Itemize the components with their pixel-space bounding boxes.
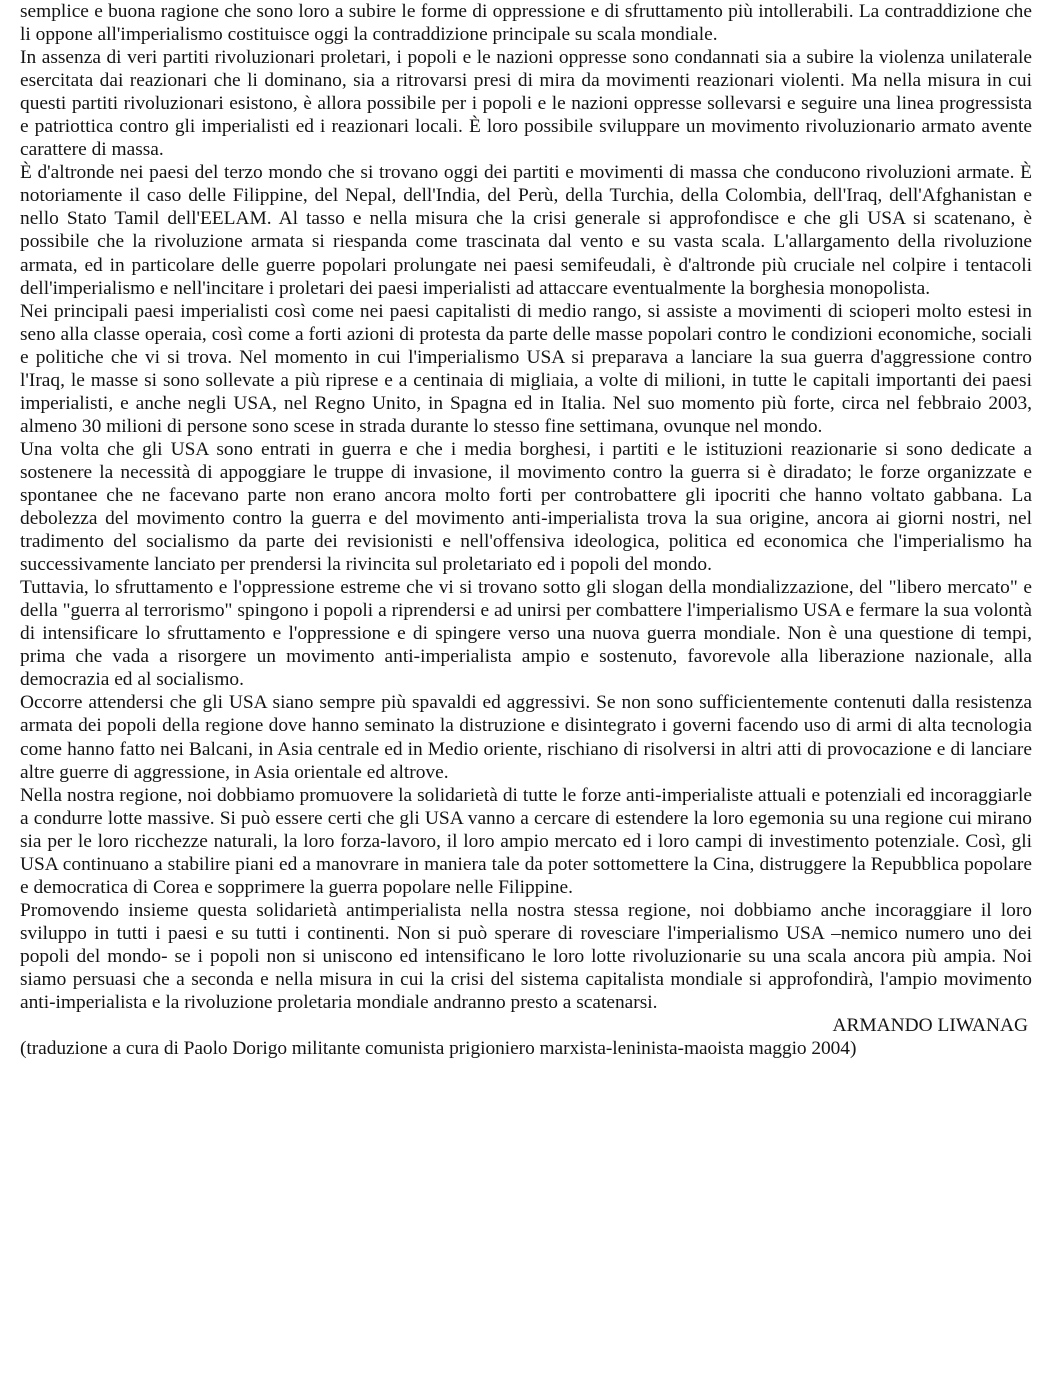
author-signature: ARMANDO LIWANAG (832, 1015, 1028, 1037)
paragraph-armed-revolutions: È d'altronde nei paesi del terzo mondo che si trovano oggi dei partiti e movimenti di massa che conducono rivoluzioni armate. È notoriamente il caso delle Filippine, del Nepal, dell'India, del Perù, della Turchia, della Colombia, dell'Iraq, dell'Afghanistan e nello Stato Tamil dell'EELAM. Al tasso e nella misura che la crisi generale si approfondisce e che gli USA si scatenano, è possibile che la rivoluzione armata si riespanda come trascinata dal vento e su vasta scala. L'allargamento della rivoluzione armata, ed in particolare delle guerre popolari prolungate nei paesi semifeudali, è d'altronde più cruciale nel colpire i tentacoli dell'imperialismo e nell'incitare i proletari dei paesi imperialisti ad attaccare eventualmente la borghesia monopolista. (20, 162, 1032, 299)
paragraph-imperialism-contradiction: semplice e buona ragione che sono loro a subire le forme di oppressione e di sfruttamento più intollerabili. La contraddizione che li oppone all'imperialismo costituisce oggi la contraddizione principale su scala mondiale. (20, 1, 1032, 46)
paragraph-regional-solidarity: Nella nostra regione, noi dobbiamo promuovere la solidarietà di tutte le forze anti-imperialiste attuali e potenziali ed incoraggiarle a condurre lotte massive. Si può essere certi che gli USA vanno a cercare di estendere la loro egemonia su una regione cui mirano sia per le loro ricchezze naturali, la loro forza-lavoro, il loro ampio mercato ed i loro campi di investimento potenziale. Così, gli USA continuano a stabilire piani ed a manovrare in maniera tale da poter sottomettere la Cina, distruggere la Repubblica popolare e democratica di Corea e sopprimere la guerra popolare nelle Filippine. (20, 784, 1032, 898)
document-page (20, 0, 1032, 1060)
paragraph-usa-aggression: Occorre attendersi che gli USA siano sempre più spavaldi ed aggressivi. Se non sono sufficientemente contenuti dalla resistenza armata dei popoli della regione dove hanno seminato la distruzione e disintegrato i governi facendo uso di armi di alta tecnologia come hanno fatto nei Balcani, in Asia centrale ed in Medio oriente, rischiano di risolversi in altri atti di provocazione e di lanciare altre guerre di aggressione, in Asia orientale ed altrove. (20, 692, 1032, 783)
paragraph-revolutionary-parties: In assenza di veri partiti rivoluzionari proletari, i popoli e le nazioni oppresse sono condannati sia a subire la violenza unilaterale esercitata dai reazionari che li dominano, sia a ritrovarsi presi di mira da movimenti reazionari violenti. Ma nella misura in cui questi partiti rivoluzionari esistono, è allora possibile per i popoli e le nazioni oppresse sollevarsi e seguire una linea progressista e patriottica contro gli imperialisti ed i reazionari locali. È loro possibile sviluppare un movimento rivoluzionario armato avente carattere di massa. (20, 47, 1032, 161)
paragraph-mass-movements: Nei principali paesi imperialisti così come nei paesi capitalisti di medio rango, si assiste a movimenti di scioperi molto estesi in seno alla classe operaia, così come a forti azioni di protesta da parte delle masse popolari contro le condizioni economiche, sociali e politiche che vi si trova. Nel momento in cui l'imperialismo USA si preparava a lanciare la sua guerra d'aggressione contro l'Iraq, le masse si sono sollevate a più riprese e a centinaia di migliaia, a volte di milioni, in tutte le capitali importanti dei paesi imperialisti, e anche negli USA, nel Regno Unito, in Spagna ed in Italia. Nel suo momento più forte, circa nel febbraio 2003, almeno 30 milioni di persone sono scese in strada durante lo stesso fine settimana, ovunque nel mondo. (20, 300, 1032, 437)
paragraph-global-struggle: Promovendo insieme questa solidarietà antimperialista nella nostra stessa regione, noi dobbiamo anche incoraggiare il loro sviluppo in tutti i paesi e su tutti i continenti. Non si può sperare di rovesciare l'imperialismo USA –nemico numero uno dei popoli del mondo- se i popoli non si uniscono ed intensificano le loro lotte rivoluzionarie su una scala ancora più ampia. Noi siamo persuasi che a seconda e nella misura in cui la crisi del sistema capitalista mondiale si approfondirà, l'ampio movimento anti-imperialista e la rivoluzione proletaria mondiale andranno presto a scatenarsi. (20, 899, 1032, 1014)
translator-note: (traduzione a cura di Paolo Dorigo militante comunista prigioniero marxista-leninista-maoista maggio 2004) (20, 1038, 857, 1060)
paragraph-antiwar-movement: Una volta che gli USA sono entrati in guerra e che i media borghesi, i partiti e le istituzioni reazionarie si sono dedicate a sostenere la necessità di appoggiare le truppe di invasione, il movimento contro la guerra si è diradato; le forze organizzate e spontanee che ne facevano parte non erano ancora molto forti per controbattere gli ipocriti che hanno voltato gabbana. La debolezza del movimento contro la guerra e del movimento anti-imperialista trova la sua origine, ancora ai giorni nostri, nel tradimento del socialismo da parte dei revisionisti e nell'offensiva ideologica, politica ed economica che l'imperialismo ha successivamente lanciato per prendersi la rivincita sul proletariato ed i popoli del mondo. (20, 438, 1032, 576)
paragraph-exploitation: Tuttavia, lo sfruttamento e l'oppressione estreme che vi si trovano sotto gli slogan della mondializzazione, del "libero mercato" e della "guerra al terrorismo" spingono i popoli a riprendersi e ad unirsi per combattere l'imperialismo USA e fermare la sua volontà di intensificare lo sfruttamento e l'oppressione e di spingere verso una nuova guerra mondiale. Non è una questione di tempi, prima che vada a risorgere un movimento anti-imperialista ampio e sostenuto, favorevole alla liberazione nazionale, alla democrazia ed al socialismo. (20, 577, 1032, 691)
